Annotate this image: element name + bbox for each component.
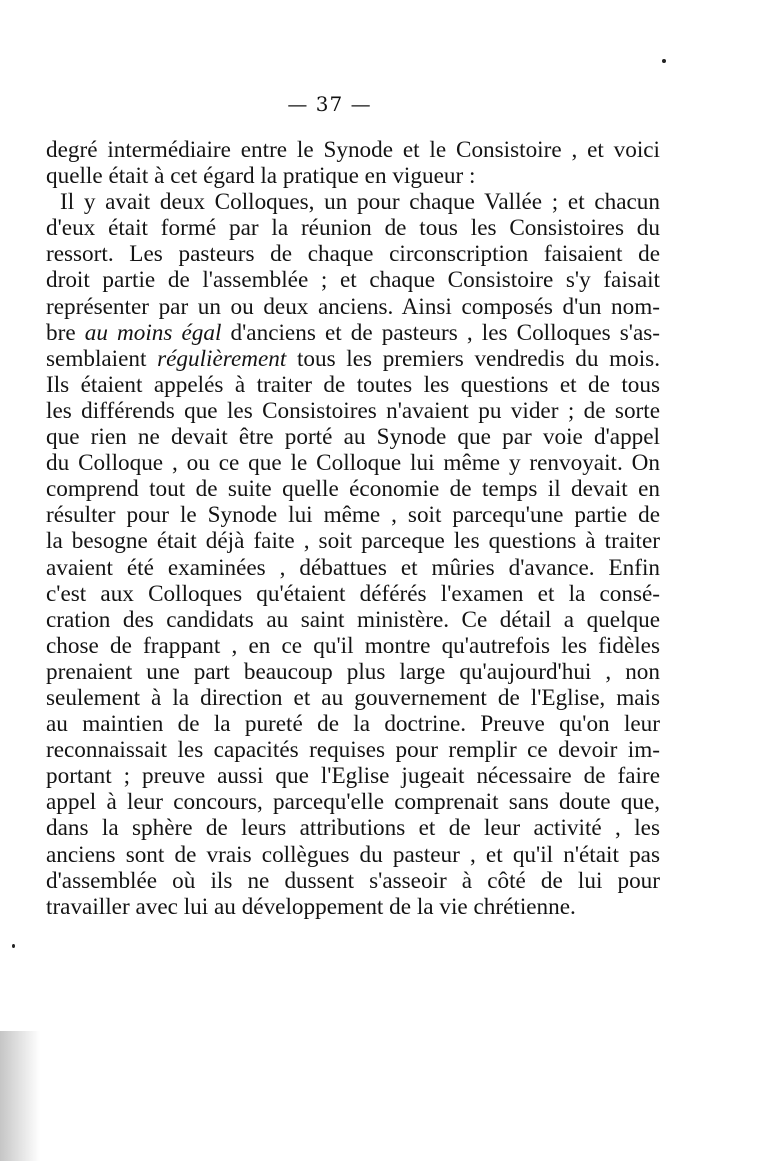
text-line: ressort. Les pasteurs de chaque circonscription faisaient de [46, 241, 660, 268]
italic-emphasis: au moins égal [84, 319, 222, 346]
text-line: du Colloque , ou ce que le Colloque lui même y renvoyait. On [46, 450, 660, 477]
text-line: que rien ne devait être porté au Synode que par voie d'appel [46, 424, 660, 451]
text-line: c'est aux Colloques qu'étaient déférés l'examen et la consé- [46, 580, 660, 607]
text-line: les différends que les Consistoires n'avaient pu vider ; de sorte [46, 397, 660, 424]
text-line: résulter pour le Synode lui même , soit parcequ'une partie de [46, 502, 660, 529]
text-line: degré intermédiaire entre le Synode et le Consistoire , et voici [46, 137, 660, 163]
text-line: dans la sphère de leurs attributions et de leur activité , les [46, 815, 660, 842]
text-run: tous les premiers vendredis du mois. [286, 345, 660, 372]
page-number: — 37 — [287, 92, 372, 116]
text-line [46, 346, 660, 372]
scan-shadow [0, 1031, 40, 1161]
text-line: d'assemblée où ils ne dussent s'asseoir à côté de lui pour [46, 867, 660, 894]
text-line: quelle était à cet égard la pratique en vigueur : [46, 163, 476, 190]
ink-speck [662, 59, 666, 63]
text-line: Ils étaient appelés à traiter de toutes les questions et de tous [46, 371, 660, 398]
ink-speck [12, 944, 15, 948]
text-line: portant ; preuve aussi que l'Eglise jugeait nécessaire de faire [46, 763, 660, 790]
text-line: d'eux était formé par la réunion de tous les Consistoires du [46, 215, 660, 242]
paragraph-start-line: Il y avait deux Colloques, un pour chaque Vallée ; et chacun [60, 189, 660, 216]
text-line: anciens sont de vrais collègues du pasteur , et qu'il n'était pas [46, 841, 660, 868]
italic-emphasis: régulièrement [157, 345, 287, 372]
text-run: d'anciens et de pasteurs , les Colloques s'as- [221, 319, 660, 346]
text-line: prenaient une part beaucoup plus large qu'aujourd'hui , non [46, 658, 660, 685]
text-line: cration des candidats au saint ministère. Ce détail a quelque [46, 606, 660, 633]
text-line: chose de frappant , en ce qu'il montre qu'autrefois les fidèles [46, 632, 660, 659]
text-line: travailler avec lui au développement de la vie chrétienne. [46, 893, 576, 920]
text-line: seulement à la direction et au gouvernement de l'Eglise, mais [46, 684, 660, 711]
text-line [46, 320, 660, 346]
text-line: reconnaissait les capacités requises pour remplir ce devoir im- [46, 737, 660, 764]
text-run: semblaient [46, 345, 158, 372]
text-run: bre [46, 319, 85, 346]
text-line: la besogne était déjà faite , soit parceque les questions à traiter [46, 528, 660, 555]
text-line: appel à leur concours, parcequ'elle comprenait sans doute que, [46, 789, 660, 816]
text-line: au maintien de la pureté de la doctrine. Preuve qu'on leur [46, 711, 660, 738]
body-text [46, 137, 660, 920]
text-line: droit partie de l'assemblée ; et chaque Consistoire s'y faisait [46, 267, 660, 294]
text-line: représenter par un ou deux anciens. Ainsi composés d'un nom- [46, 293, 660, 320]
text-line: comprend tout de suite quelle économie de temps il devait en [46, 476, 660, 503]
text-line: avaient été examinées , débattues et mûries d'avance. Enfin [46, 554, 660, 581]
